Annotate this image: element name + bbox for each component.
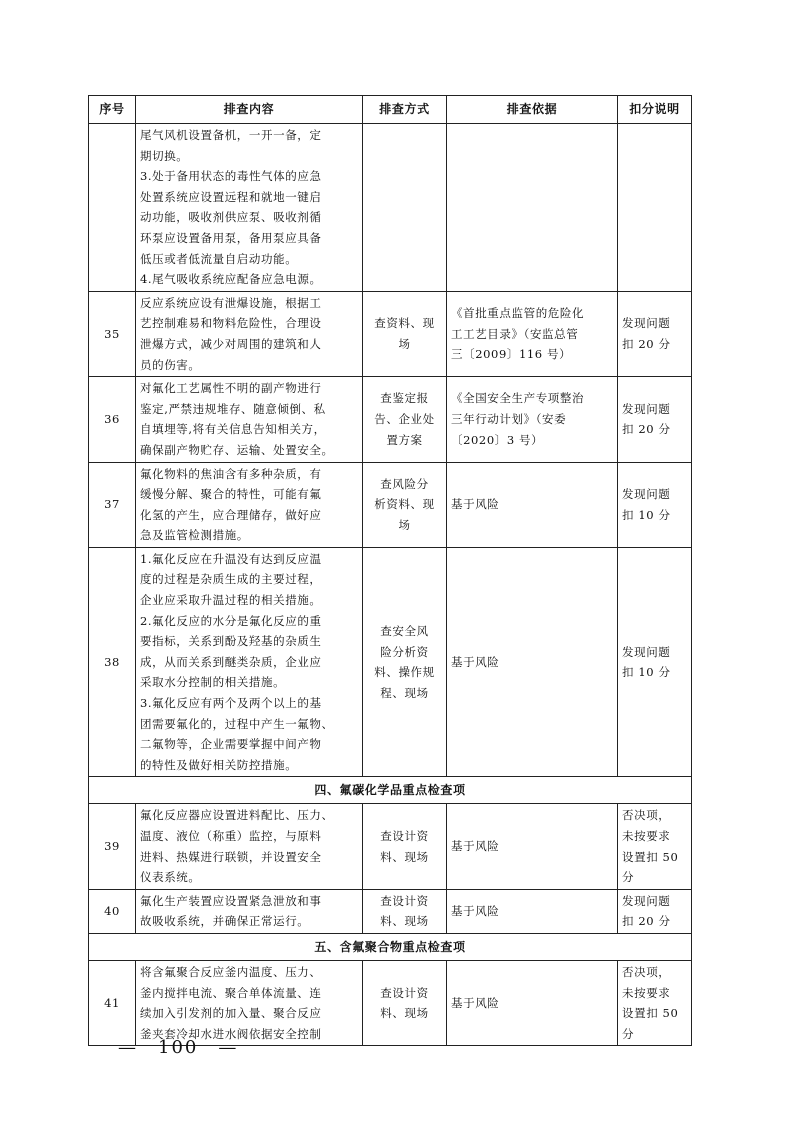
- cell-line: 基于风险: [451, 839, 500, 854]
- section-row: [89, 777, 692, 804]
- section-title: 四、氟碳化学品重点检查项: [89, 777, 692, 804]
- cell-basis: [447, 124, 618, 292]
- cell-num: 40: [89, 889, 136, 933]
- section-row: [89, 933, 692, 960]
- cell-line: 查设计资: [380, 829, 429, 843]
- table-row: [89, 804, 692, 889]
- cell-line: 分: [622, 870, 635, 885]
- cell-line: 基于风险: [451, 497, 500, 512]
- cell-line: 场: [398, 336, 411, 351]
- cell-line: 〔2020〕3 号）: [451, 432, 544, 447]
- cell-basis: [447, 889, 618, 933]
- cell-method: [363, 291, 447, 376]
- cell-line: 查安全风: [380, 623, 429, 638]
- cell-line: 团需要氟化的，过程中产生一氟物、: [140, 716, 334, 731]
- cell-line: 料、操作规: [374, 665, 435, 680]
- cell-line: 发现问题: [622, 487, 671, 502]
- cell-line: 期切换。: [140, 148, 189, 163]
- cell-line: 确保副产物贮存、运输、处置安全。: [140, 442, 334, 457]
- cell-line: 扣 20 分: [622, 422, 671, 437]
- cell-line: 尾气风机设置备机，一开一备，定: [140, 128, 322, 142]
- table-row: [89, 124, 692, 292]
- cell-line: 查设计资: [380, 985, 429, 1000]
- cell-line: 低压或者低流量自启动功能。: [140, 251, 298, 266]
- cell-line: 设置扣 50: [622, 849, 679, 864]
- cell-basis: [447, 377, 618, 462]
- cell-line: 发现问题: [622, 316, 671, 331]
- cell-line: 未按要求: [622, 985, 671, 1000]
- cell-line: 氟化反应器应设置进料配比、压力、: [140, 808, 334, 823]
- cell-line: 2.氟化反应的水分是氟化反应的重: [140, 613, 322, 628]
- cell-basis: [447, 462, 618, 547]
- cell-line: 故吸收系统，并确保正常运行。: [140, 914, 310, 929]
- cell-content: [136, 804, 363, 889]
- cell-line: 采取水分控制的相关措施。: [140, 675, 286, 690]
- cell-num: 36: [89, 377, 136, 462]
- cell-line: 反应系统应设有泄爆设施，根据工: [140, 295, 322, 310]
- header-basis: 排查依据: [447, 96, 618, 124]
- cell-line: 三年行动计划》（安委: [451, 412, 567, 427]
- cell-line: 动功能，吸收剂供应泵、吸收剂循: [140, 210, 322, 225]
- cell-line: 扣 10 分: [622, 665, 671, 680]
- cell-score: [618, 547, 692, 777]
- cell-basis: [447, 291, 618, 376]
- cell-line: 员的伤害。: [140, 357, 201, 372]
- cell-num: 41: [89, 960, 136, 1045]
- cell-line: 置方案: [386, 432, 423, 447]
- cell-method: [363, 124, 447, 292]
- table-row: [89, 462, 692, 547]
- cell-line: 场: [398, 517, 411, 532]
- cell-line: 发现问题: [622, 644, 671, 659]
- cell-line: 将含氟聚合反应釜内温度、压力、: [140, 964, 322, 979]
- cell-line: 料、现场: [380, 1006, 429, 1021]
- header-content: 排查内容: [136, 96, 363, 124]
- cell-line: 3.处于备用状态的毒性气体的应急: [140, 169, 322, 184]
- header-seq: 序号: [89, 96, 136, 124]
- cell-line: 缓慢分解、聚合的特性，可能有氟: [140, 487, 322, 502]
- header-row: [89, 96, 692, 124]
- cell-line: 3.氟化反应有两个及两个以上的基: [140, 696, 322, 711]
- cell-line: 查鉴定报: [380, 391, 429, 406]
- cell-method: [363, 889, 447, 933]
- cell-line: 温度、液位（称重）监控，与原料: [140, 829, 322, 843]
- cell-basis: [447, 960, 618, 1045]
- cell-line: 釜夹套冷却水进水阀依据安全控制: [140, 1026, 322, 1041]
- cell-line: 釜内搅拌电流、聚合单体流量、连: [140, 985, 322, 1000]
- cell-line: 处置系统应设置远程和就地一键启: [140, 189, 322, 204]
- page-number: — 100 —: [118, 1037, 239, 1058]
- cell-line: 急及监管检测措施。: [140, 528, 249, 543]
- cell-line: 二氟物等，企业需要掌握中间产物: [140, 737, 322, 752]
- cell-num: 37: [89, 462, 136, 547]
- cell-method: [363, 377, 447, 462]
- cell-num: 35: [89, 291, 136, 376]
- cell-line: 氟化物料的焦油含有多种杂质，有: [140, 466, 322, 481]
- table-row: [89, 547, 692, 777]
- cell-line: 基于风险: [451, 995, 500, 1010]
- cell-line: 三〔2009〕116 号）: [451, 347, 572, 362]
- table-row: [89, 291, 692, 376]
- cell-line: 企业应采取升温过程的相关措施。: [140, 593, 322, 608]
- cell-line: 的特性及做好相关防控措施。: [140, 757, 298, 772]
- cell-score: [618, 377, 692, 462]
- cell-line: 料、现场: [380, 849, 429, 864]
- cell-line: 析资料、现: [374, 497, 435, 512]
- cell-line: 分: [622, 1026, 635, 1041]
- cell-content: [136, 547, 363, 777]
- cell-line: 度的过程是杂质生成的主要过程，: [140, 572, 322, 587]
- cell-line: 鉴定,严禁违规堆存、随意倾倒、私: [140, 401, 326, 416]
- cell-line: 泄爆方式，减少对周围的建筑和人: [140, 336, 322, 351]
- cell-score: [618, 462, 692, 547]
- cell-line: 查设计资: [380, 893, 429, 908]
- cell-content: [136, 462, 363, 547]
- cell-line: 要指标，关系到酚及羟基的杂质生: [140, 634, 322, 649]
- cell-line: 查资料、现: [374, 316, 435, 331]
- cell-line: 对氟化工艺属性不明的副产物进行: [140, 381, 322, 396]
- cell-content: [136, 377, 363, 462]
- cell-line: 否决项，: [622, 808, 671, 823]
- cell-basis: [447, 804, 618, 889]
- header-method: 排查方式: [363, 96, 447, 124]
- cell-score: [618, 124, 692, 292]
- cell-num: [89, 124, 136, 292]
- cell-score: [618, 889, 692, 933]
- cell-line: 氟化生产装置应设置紧急泄放和事: [140, 893, 322, 908]
- cell-line: 险分析资: [380, 644, 429, 659]
- cell-line: 工工艺目录》（安监总管: [451, 326, 579, 341]
- inspection-table: [88, 95, 692, 1046]
- cell-line: 发现问题: [622, 893, 671, 908]
- cell-line: 发现问题: [622, 401, 671, 416]
- cell-line: 成，从而关系到醚类杂质，企业应: [140, 654, 322, 669]
- section-title: 五、含氟聚合物重点检查项: [89, 933, 692, 960]
- cell-line: 设置扣 50: [622, 1006, 679, 1021]
- cell-line: 环泵应设置备用泵，备用泵应具备: [140, 230, 322, 245]
- cell-score: [618, 804, 692, 889]
- cell-method: [363, 960, 447, 1045]
- cell-score: [618, 960, 692, 1045]
- cell-content: [136, 889, 363, 933]
- table-row: [89, 889, 692, 933]
- header-score: 扣分说明: [618, 96, 692, 124]
- cell-method: [363, 462, 447, 547]
- cell-line: 基于风险: [451, 904, 500, 919]
- cell-line: 《首批重点监管的危险化: [451, 306, 585, 321]
- cell-line: 续加入引发剂的加入量、聚合反应: [140, 1006, 322, 1021]
- cell-line: 自填埋等,将有关信息告知相关方，: [140, 422, 326, 437]
- cell-method: [363, 547, 447, 777]
- cell-line: 1.氟化反应在升温没有达到反应温: [140, 551, 322, 566]
- cell-line: 扣 10 分: [622, 507, 671, 522]
- table-row: [89, 377, 692, 462]
- cell-line: 程、现场: [380, 685, 429, 700]
- cell-line: 《全国安全生产专项整治: [451, 391, 585, 406]
- cell-line: 4.尾气吸收系统应配备应急电源。: [140, 272, 322, 287]
- cell-line: 仪表系统。: [140, 870, 201, 885]
- cell-content: [136, 291, 363, 376]
- cell-content: [136, 124, 363, 292]
- cell-line: 扣 20 分: [622, 336, 671, 351]
- cell-line: 未按要求: [622, 829, 671, 843]
- cell-line: 进料、热媒进行联锁，并设置安全: [140, 849, 322, 864]
- cell-line: 艺控制难易和物料危险性，合理设: [140, 316, 322, 331]
- cell-basis: [447, 547, 618, 777]
- cell-num: 39: [89, 804, 136, 889]
- cell-line: 否决项，: [622, 964, 671, 979]
- cell-num: 38: [89, 547, 136, 777]
- cell-line: 扣 20 分: [622, 914, 671, 929]
- cell-line: 化氢的产生，应合理储存，做好应: [140, 507, 322, 522]
- cell-score: [618, 291, 692, 376]
- cell-line: 基于风险: [451, 654, 500, 669]
- cell-line: 查风险分: [380, 476, 429, 491]
- cell-line: 告、企业处: [374, 412, 435, 427]
- cell-line: 料、现场: [380, 914, 429, 929]
- cell-method: [363, 804, 447, 889]
